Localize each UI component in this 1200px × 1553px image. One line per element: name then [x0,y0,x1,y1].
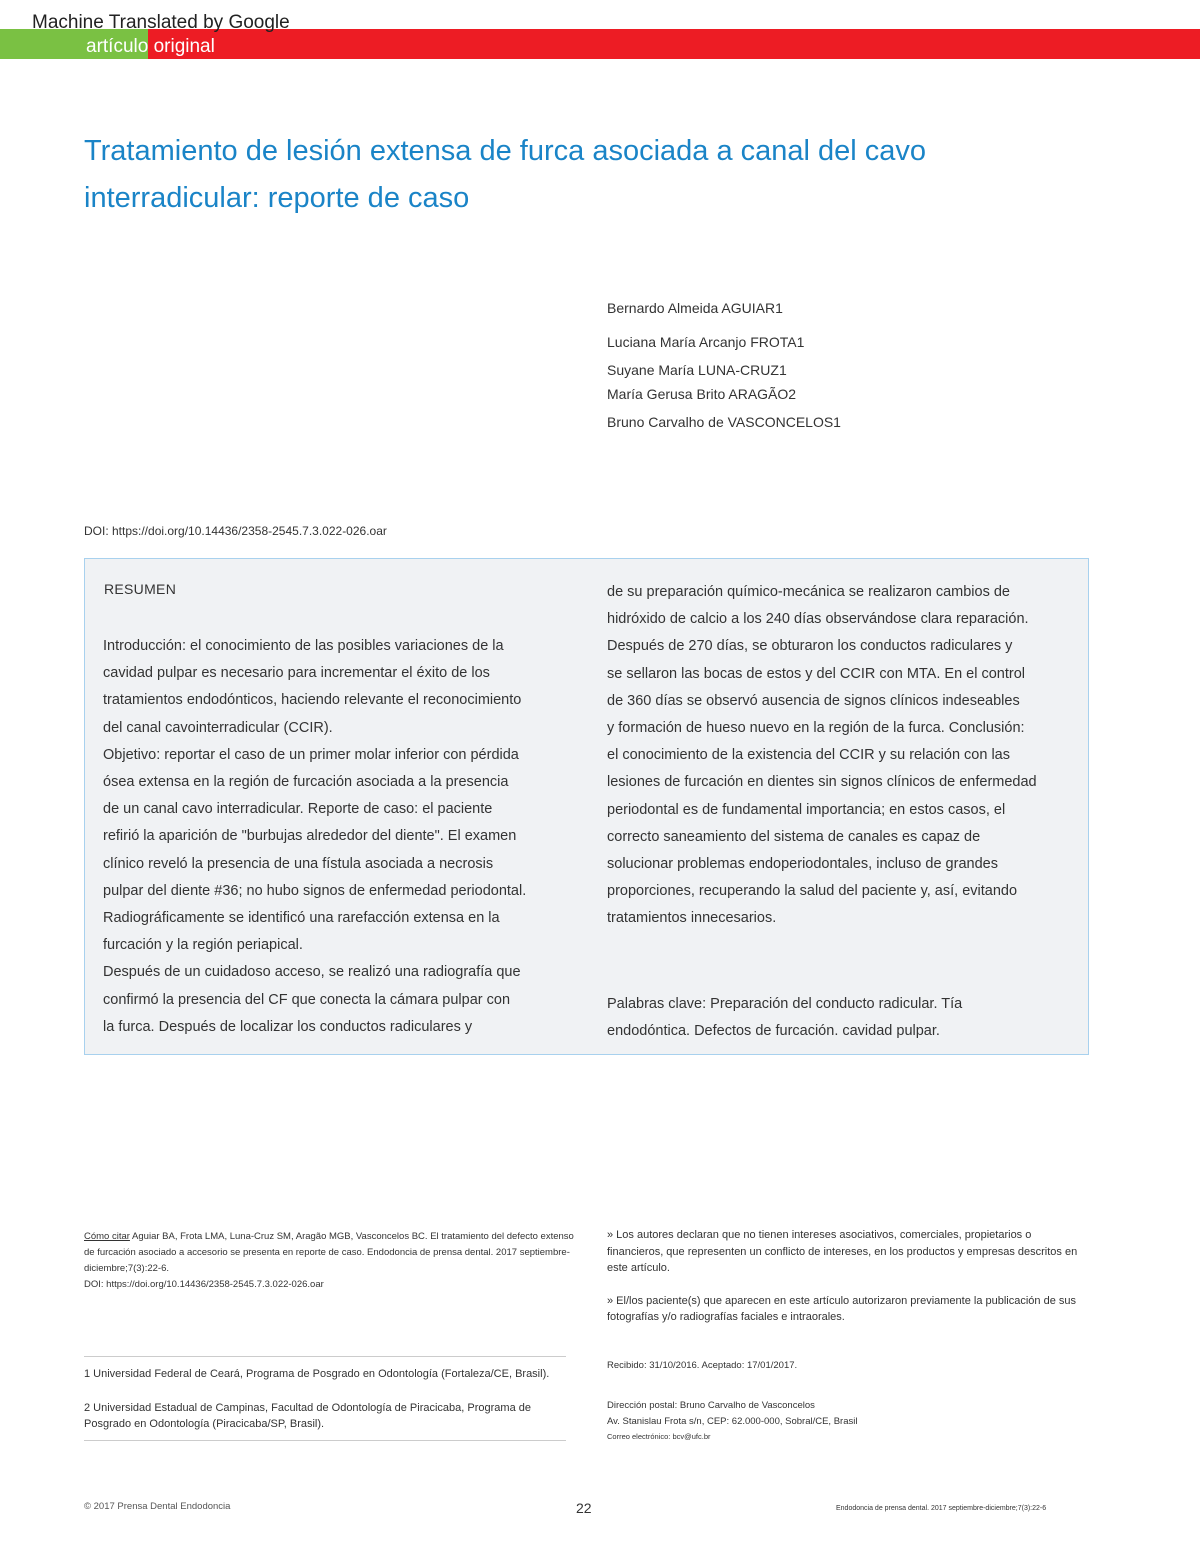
abstract-left-column: Introducción: el conocimiento de las posibles variaciones de la cavidad pulpar es necesario para incrementar el éxito de los tratamientos endodónticos, haciendo relevante el reconocimiento del canal cavointerradicular (CCIR). Objetivo: reportar el caso de un primer molar inferior con pérdida ósea extensa en la región de furcación asociada a la presencia de un canal cavo interradicular. Reporte de caso: el paciente refirió la aparición de "burbujas alrededor del diente". El examen clínico reveló la presencia de una fístula asociada a necrosis pulpar del diente #36; no hubo signos de enfermedad periodontal. Radiográficamente se identificó una rarefacción extensa en la furcación y la región periapical. Después de un cuidadoso acceso, se realizó una radiografía que confirmó la presencia del CF que conecta la cámara pulpar con la furca. Después de localizar los conductos radiculares y [103,638,527,1035]
email-address[interactable]: Correo electrónico: bcv@ufc.br [607,1432,711,1441]
divider [84,1440,566,1441]
author-name: Suyane María LUNA-CRUZ1 [607,362,787,378]
author-name: Luciana María Arcanjo FROTA1 [607,334,805,350]
author-name: Bernardo Almeida AGUIAR1 [607,300,783,316]
footer-copyright: © 2017 Prensa Dental Endodoncia [84,1501,231,1512]
conflict-note: » Los autores declaran que no tienen intereses asociativos, comerciales, propietarios o financieros, que representen un conflicto de intereses, en los productos y empresas descritos en este artículo. [607,1229,1078,1274]
keywords: Palabras clave: Preparación del conducto radicular. Tía endodóntica. Defectos de furcación. cavidad pulpar. [607,996,963,1040]
machine-translated-label: Machine Translated by Google [32,12,290,33]
abstract-heading: RESUMEN [104,581,177,597]
author-name: María Gerusa Brito ARAGÃO2 [607,386,797,402]
postal-address [607,1398,857,1430]
doi-link[interactable]: DOI: https://doi.org/10.14436/2358-2545.7.3.022-026.oar [84,524,387,538]
author-notes [607,1227,1087,1342]
article-title: Tratamiento de lesión extensa de furca asociada a canal del cavo interradicular: reporte de caso [84,135,927,214]
section-label: artículo original [86,36,215,57]
affiliation: 2 Universidad Estadual de Campinas, Facultad de Odontología de Piracicaba, Programa de Posgrado en Odontología (Piracicaba/SP, Brasil). [84,1402,531,1430]
postal-line: Dirección postal: Bruno Carvalho de Vasconcelos [607,1400,815,1411]
author-name: Bruno Carvalho de VASCONCELOS1 [607,414,841,430]
abstract-box [84,558,1089,1055]
page-number: 22 [576,1500,592,1516]
citation-doi[interactable]: DOI: https://doi.org/10.14436/2358-2545.7.3.022-026.oar [84,1279,324,1290]
postal-line: Av. Stanislau Frota s/n, CEP: 62.000-000, Sobral/CE, Brasil [607,1416,858,1427]
received-dates: Recibido: 31/10/2016. Aceptado: 17/01/2017. [607,1360,798,1371]
consent-note: » El/los paciente(s) que aparecen en este artículo autorizaron previamente la publicación de sus fotografías y/o radiografías faciales e intraorales. [607,1294,1076,1323]
citation-label: Cómo citar [84,1231,130,1242]
citation-block [84,1229,574,1293]
abstract-right-column: de su preparación químico-mecánica se realizaron cambios de hidróxido de calcio a los 240 días observándose clara reparación. Después de 270 días, se obturaron los conductos radiculares y se sellaron las bocas de estos y del CCIR con MTA. En el control de 360 días se observó ausencia de signos clínicos indeseables y formación de hueso nuevo en la región de la furca. Conclusión: el conocimiento de la existencia del CCIR y su relación con las lesiones de furcación en dientes sin signos clínicos de enfermedad periodontal es de fundamental importancia; en estos casos, el correcto saneamiento del sistema de canales es capaz de solucionar problemas endoperiodontales, incluso de grandes proporciones, recuperando la salud del paciente y, así, evitando tratamientos innecesarios. [607,584,1037,927]
divider [84,1356,566,1357]
citation-text: Aguiar BA, Frota LMA, Luna-Cruz SM, Aragão MGB, Vasconcelos BC. El tratamiento del defecto extenso de furcación asociado a accesorio se presenta en reporte de caso. Endodoncia de prensa dental. 2017 septiembre-diciembre;7(3):22-6. [84,1231,574,1274]
affiliation: 1 Universidad Federal de Ceará, Programa de Posgrado en Odontología (Fortaleza/CE, Brasil). [84,1368,550,1380]
banner-red-bar [148,29,1200,59]
footer-journal: Endodoncia de prensa dental. 2017 septiembre-diciembre;7(3):22-6 [836,1505,1047,1512]
